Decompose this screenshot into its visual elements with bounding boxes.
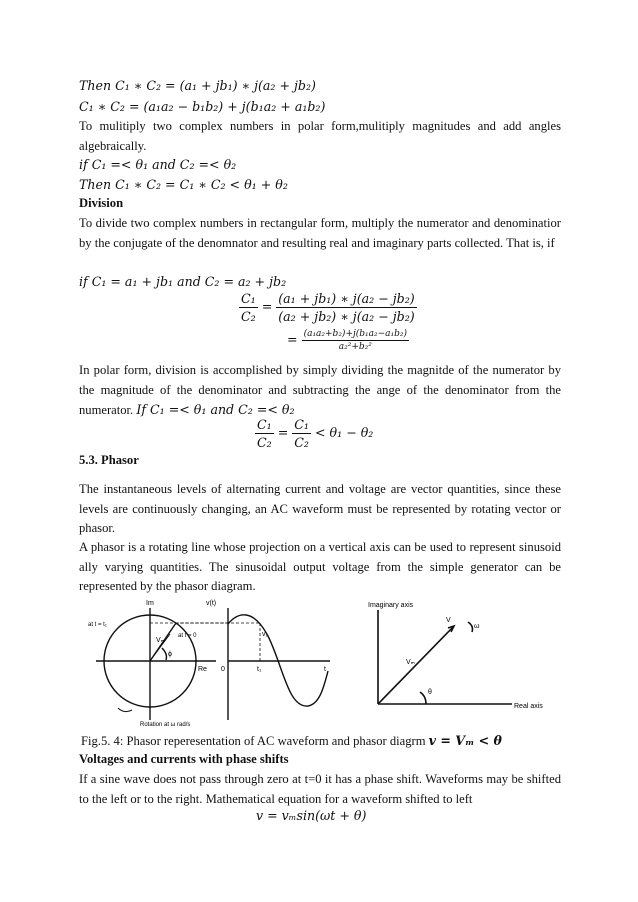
heading-phasor: 5.3. Phasor <box>79 453 139 467</box>
label-at-t1: at t = t₁ <box>88 622 107 628</box>
figure-caption: Fig.5. 4: Phasor reperesentation of AC waveform and phasor diagrm v = Vₘ < θ <box>81 733 502 748</box>
line-mult-rect-1: Then C₁ ∗ C₂ = (a₁ + jb₁) ∗ j(a₂ + jb₂) <box>79 78 316 93</box>
label-t1: t₁ <box>257 666 262 673</box>
figure-phasor-waveform <box>88 596 350 730</box>
eq-division-rect: $\frac{\text{C₁}}{\text{C₂}}$ = $\frac{\text{(a₁ + jb₁) ∗ j(a₂ − jb₂)}}{\text{(a₂ + jb₂) ∗ j(a₂ − jb₂)}}$ <box>241 291 415 324</box>
label-phi: ϕ <box>168 651 172 658</box>
eq-division-result: = $\frac{\text{(a₁a₂+b₂)+j(b₁a₂−a₁b₂)}}{\text{a₂²+b₂²}}$ <box>287 329 408 352</box>
label-im: Im <box>146 600 154 607</box>
label-v: V <box>446 617 451 624</box>
para-polar-div: In polar form, division is accomplished by simply dividing the magnitde of the numerator by the magnitude of the denominator and subtracting the ange of the denominator from the numerator. If C₁ =< θ₁ and C₂ =< θ₂ <box>79 363 561 417</box>
label-imag-axis: Imaginary axis <box>368 602 414 609</box>
eq-polar-div: $\frac{\text{C₁}}{\text{C₂}}$ = $\frac{\text{C₁}}{\text{C₂}}$ < θ₁ − θ₂ <box>257 417 374 450</box>
line-polar-result: Then C₁ ∗ C₂ = C₁ ∗ C₂ < θ₁ + θ₂ <box>79 177 288 192</box>
line-mult-rect-2: C₁ ∗ C₂ = (a₁a₂ − b₁b₂) + j(b₁a₂ + a₁b₂) <box>79 99 326 114</box>
label-rotation: Rotation at ω rad/s <box>140 722 191 728</box>
line-polar-cond: if C₁ =< θ₁ and C₂ =< θ₂ <box>79 157 237 172</box>
para-phasor-1: The instantaneous levels of alternating current and voltage are vector quantities, since these levels are continuously changing, an AC waveform must be represented by rotating vector or phasor. <box>79 482 561 535</box>
para-phase-shifts: If a sine wave does not pass through zero at t=0 it has a phase shift. Waveforms may be shifted to the left or to the right. Mathematical equation for a waveform shifted to left <box>79 772 561 806</box>
label-vm-right: Vₘ <box>406 659 416 666</box>
label-vt: v(t) <box>206 600 217 607</box>
eq-shifted-wave: v = vₘsin(ωt + θ) <box>256 808 367 823</box>
label-v1: v₁ <box>262 631 268 638</box>
label-re: Re <box>198 666 207 673</box>
label-vm: Vₘ <box>156 637 166 644</box>
para-phasor-2: A phasor is a rotating line whose projection on a vertical axis can be used to represent sinusoid ally varying quantities. The sinusoidal output voltage from the simple generator can be represented by the phasor diagram. <box>79 540 561 593</box>
para-division: To divide two complex numbers in rectangular form, multiply the numerator and denominatior by the conjugate of the denomnator and resulting real and imaginary parts collected. That is, if <box>79 216 561 250</box>
label-zero: 0 <box>221 666 225 673</box>
line-division-cond: if C₁ = a₁ + jb₁ and C₂ = a₂ + jb₂ <box>79 274 287 289</box>
label-at-0: at t = 0 <box>178 633 197 639</box>
label-omega: ω <box>474 623 480 630</box>
label-theta: θ <box>428 689 432 696</box>
para-polar-mult: To mulitiply two complex numbers in polar form,mulitiply magnitudes and add angles algebraically. <box>79 119 561 153</box>
heading-division: Division <box>79 196 124 210</box>
label-t: t <box>324 666 326 673</box>
label-real-axis: Real axis <box>514 703 543 710</box>
figure-phasor-diagram <box>362 600 552 712</box>
heading-phase-shifts: Voltages and currents with phase shifts <box>79 752 289 766</box>
